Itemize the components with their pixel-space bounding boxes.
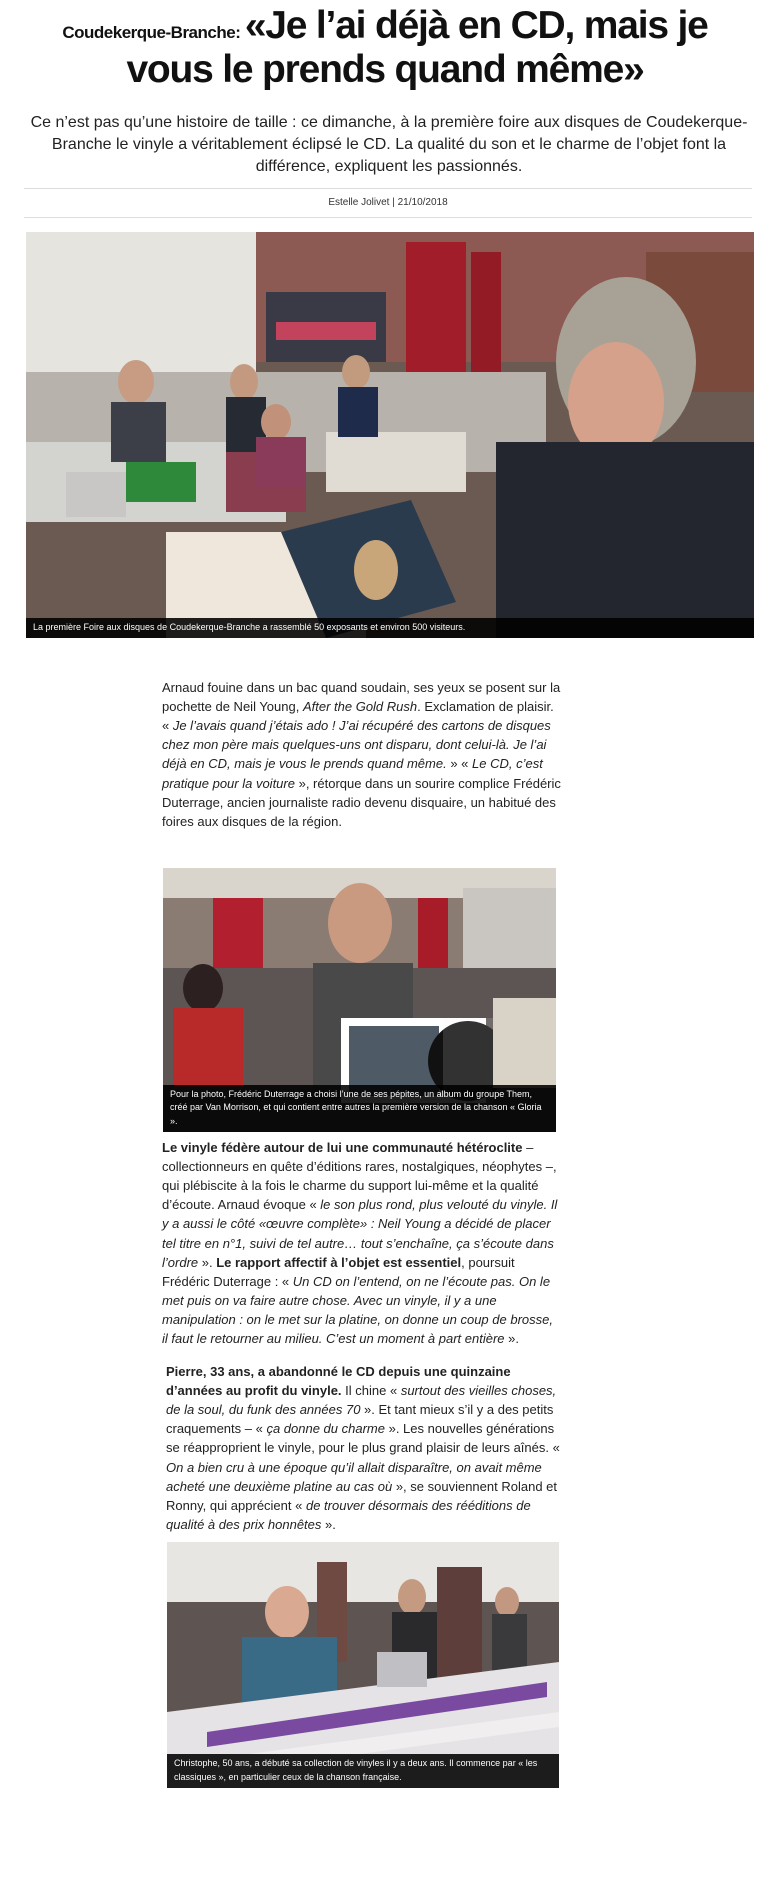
photo-caption: La première Foire aux disques de Coudekerque-Branche a rassemblé 50 exposants et environ 500 visiteurs. — [26, 618, 754, 639]
byline — [24, 188, 752, 218]
article-lede: Ce n’est pas qu’une histoire de taille : ce dimanche, à la première foire aux disques de Coudekerque-Branche le vinyle a véritablement éclipsé le CD. La qualité du son et le charme de l’objet font la différence, expliquent les passionnés. — [30, 114, 748, 176]
byline-separator: | — [392, 197, 395, 208]
photo-frederic-duterrage[interactable] — [163, 868, 556, 1132]
article-headline — [20, 4, 750, 91]
christophe-browsing-image — [167, 1542, 559, 1788]
article-paragraph: Le vinyle fédère autour de lui une communauté hétéroclite – collectionneurs en quête d’éditions rares, nostalgiques, néophytes –, qui plébiscite à la fois le charme du support lui-même et la qualité d’écoute. Arnaud évoque « le son plus rond, plus velouté du vinyle. Il y a aussi le côté «œuvre complète» : Neil Young a décidé de placer tel titre en n°1, suivi de tel autre… tout s’enchaîne, ça s’écoute dans l’ordre ». Le rapport affectif à l’objet est essentiel, poursuit Frédéric Duterrage : « Un CD on l’entend, on ne l’écoute pas. On le met puis on va faire autre chose. Avec un vinyle, il y a une manipulation : on le met sur la platine, on donne un coup de brosse, il faut le retourner au milieu. C’est un moment à part entière ». — [162, 1140, 558, 1347]
photo-caption: Christophe, 50 ans, a débuté sa collection de vinyles il y a deux ans. Il commence par « les classiques », en particulier ceux de la chanson française. — [167, 1754, 559, 1788]
article-paragraph: Arnaud fouine dans un bac quand soudain, ses yeux se posent sur la pochette de Neil Young, After the Gold Rush. Exclamation de plaisir. « Je l’avais quand j’étais ado ! J’ai récupéré des cartons de disques chez mon père mais quelques-uns ont disparu, dont celui-là. Je l’ai déjà en CD, mais je vous le prends quand même. » « Le CD, c’est pratique pour la voiture », rétorque dans un sourire complice Frédéric Duterrage, ancien journaliste radio devenu disquaire, un habitué des foires aux disques de la région. — [162, 680, 561, 829]
photo-christophe[interactable] — [167, 1542, 559, 1788]
location-label: Coudekerque-Branche: — [62, 23, 241, 42]
article-paragraph: Pierre, 33 ans, a abandonné le CD depuis une quinzaine d’années au profit du vinyle. Il chine « surtout des vieilles choses, de la soul, du funk des années 70 ». Et tant mieux s’il y a des petits craquements – « ça donne du charme ». Les nouvelles générations se réapproprient le vinyle, pour le plus grand plaisir de leurs aînés. « On a bien cru à une époque qu’il allait disparaître, on avait même acheté une deuxième platine au cas où », se souviennent Roland et Ronny, qui apprécient « de trouver désormais des rééditions de qualité à des prix honnêtes ». — [166, 1364, 560, 1532]
photo-caption: Pour la photo, Frédéric Duterrage a choisi l’une de ses pépites, un album du groupe Them, créé par Van Morrison, et qui contient entre autres la première version de la chanson « Gloria ». — [163, 1085, 556, 1133]
record-fair-hall-image — [26, 232, 754, 638]
author-name[interactable]: Estelle Jolivet — [328, 197, 390, 208]
publish-date: 21/10/2018 — [397, 197, 448, 208]
photo-record-fair-hall[interactable] — [26, 232, 754, 638]
album-title: After the Gold Rush — [302, 699, 418, 715]
page-title: «Je l’ai déjà en CD, mais je vous le prends quand même» — [126, 4, 708, 91]
